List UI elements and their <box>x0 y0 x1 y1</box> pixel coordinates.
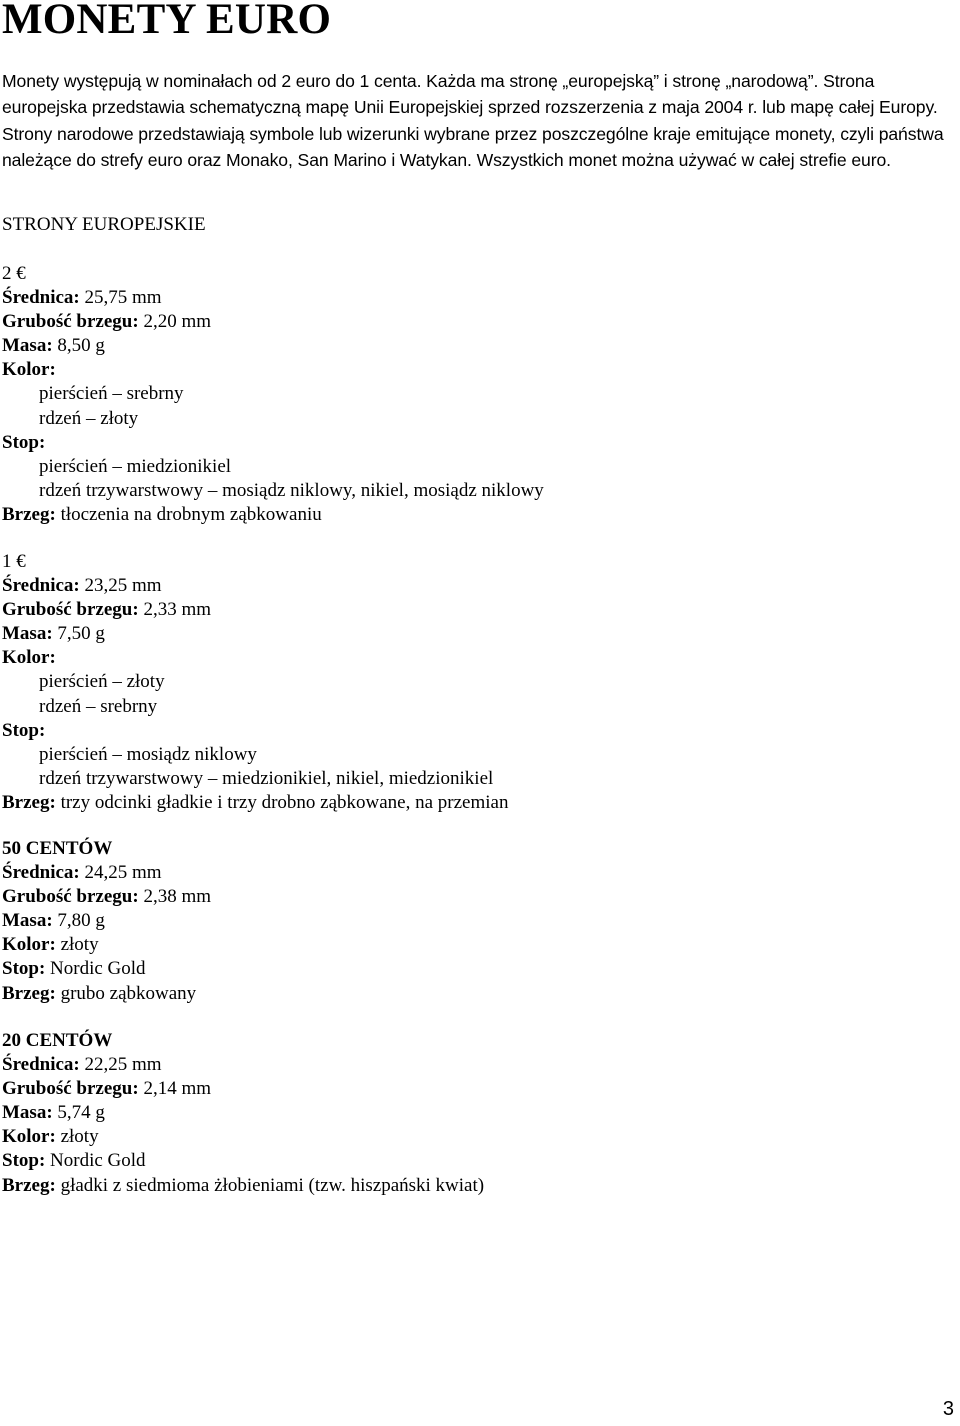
coin-name: 50 CENTÓW <box>2 838 113 859</box>
intro-text: Monety występują w nominałach od 2 euro do 1 centa. Każda ma stronę „europejską” i stronę „narodową”. Strona europejska przedstawia schematyczną mapę Unii Europejskiej sprzed rozszerzenia z maja 2004 r. lub mapę całej Europy. Strony narodowe przedstawiają symbole lub wizerunki wybrane przez poszczególne kraje emitujące monety, czyli państwa należące do strefy euro oraz Monako, San Marino i Watykan. Wszystkich monet można używać w całej strefie euro. <box>2 71 944 171</box>
alloy-value: Nordic Gold <box>50 1150 146 1172</box>
intro-paragraph <box>2 68 958 174</box>
edge-thickness-label: Grubość brzegu: <box>2 599 139 621</box>
color-ring: pierścień – srebrny <box>39 383 184 405</box>
mass-label: Masa: <box>2 910 53 932</box>
color-label: Kolor: <box>2 934 56 956</box>
coin-1-euro <box>2 550 508 815</box>
diameter-row <box>2 574 508 598</box>
diameter-label: Średnica: <box>2 287 80 309</box>
diameter-value: 23,25 mm <box>84 575 162 597</box>
coin-name: 20 CENTÓW <box>2 1030 113 1051</box>
edge-value: grubo ząbkowany <box>60 982 197 1004</box>
alloy-label: Stop: <box>2 719 46 741</box>
alloy-ring: pierścień – mosiądz niklowy <box>39 743 257 765</box>
mass-value: 7,80 g <box>57 910 105 932</box>
alloy-row <box>2 957 211 981</box>
color-ring: pierścień – złoty <box>39 671 165 693</box>
page-number: 3 <box>942 1398 954 1420</box>
edge-thickness-label: Grubość brzegu: <box>2 1078 139 1100</box>
diameter-row <box>2 861 211 885</box>
mass-label: Masa: <box>2 335 53 357</box>
coin-50-cents <box>2 837 211 1006</box>
mass-row <box>2 1101 484 1125</box>
page-title: MONETY EURO <box>2 0 332 43</box>
edge-value: tłoczenia na drobnym ząbkowaniu <box>60 503 322 525</box>
color-label: Kolor: <box>2 647 56 669</box>
color-value: złoty <box>60 934 99 956</box>
edge-thickness-row <box>2 310 544 334</box>
mass-row <box>2 909 211 933</box>
alloy-core: rdzeń trzywarstwowy – mosiądz niklowy, nikiel, mosiądz niklowy <box>39 479 544 501</box>
edge-label: Brzeg: <box>2 503 56 525</box>
mass-value: 8,50 g <box>57 335 105 357</box>
edge-thickness-value: 2,14 mm <box>143 1078 211 1100</box>
mass-value: 5,74 g <box>57 1102 105 1124</box>
coin-20-cents <box>2 1029 484 1198</box>
mass-row <box>2 334 544 358</box>
color-core: rdzeń – srebrny <box>39 695 158 717</box>
mass-value: 7,50 g <box>57 623 105 645</box>
edge-row <box>2 1174 484 1198</box>
diameter-value: 22,25 mm <box>84 1054 162 1076</box>
edge-thickness-row <box>2 885 211 909</box>
edge-row <box>2 982 211 1006</box>
edge-row <box>2 791 508 815</box>
color-row <box>2 1125 484 1149</box>
edge-thickness-row <box>2 598 508 622</box>
mass-label: Masa: <box>2 1102 53 1124</box>
coin-name: 2 € <box>2 263 26 284</box>
diameter-label: Średnica: <box>2 575 80 597</box>
coin-2-euro <box>2 262 544 527</box>
edge-label: Brzeg: <box>2 982 56 1004</box>
edge-row <box>2 503 544 527</box>
mass-label: Masa: <box>2 623 53 645</box>
edge-thickness-value: 2,33 mm <box>143 599 211 621</box>
alloy-ring: pierścień – miedzionikiel <box>39 455 232 477</box>
diameter-value: 24,25 mm <box>84 862 162 884</box>
alloy-label: Stop: <box>2 431 46 453</box>
edge-thickness-value: 2,38 mm <box>143 886 211 908</box>
edge-value: gładki z siedmioma żłobieniami (tzw. hiszpański kwiat) <box>60 1174 485 1196</box>
alloy-label: Stop: <box>2 1150 46 1172</box>
edge-thickness-value: 2,20 mm <box>143 311 211 333</box>
diameter-label: Średnica: <box>2 1054 80 1076</box>
diameter-row <box>2 1053 484 1077</box>
coin-name: 1 € <box>2 551 26 572</box>
edge-thickness-label: Grubość brzegu: <box>2 311 139 333</box>
edge-value: trzy odcinki gładkie i trzy drobno ząbkowane, na przemian <box>60 791 509 813</box>
alloy-core: rdzeń trzywarstwowy – miedzionikiel, nikiel, miedzionikiel <box>39 767 494 789</box>
edge-thickness-row <box>2 1077 484 1101</box>
diameter-row <box>2 286 544 310</box>
diameter-label: Średnica: <box>2 862 80 884</box>
color-row <box>2 933 211 957</box>
color-core: rdzeń – złoty <box>39 407 139 429</box>
section-title: STRONY EUROPEJSKIE <box>2 214 206 235</box>
alloy-label: Stop: <box>2 958 46 980</box>
color-label: Kolor: <box>2 1126 56 1148</box>
edge-thickness-label: Grubość brzegu: <box>2 886 139 908</box>
edge-label: Brzeg: <box>2 791 56 813</box>
alloy-row <box>2 1149 484 1173</box>
alloy-value: Nordic Gold <box>50 958 146 980</box>
color-label: Kolor: <box>2 359 56 381</box>
edge-label: Brzeg: <box>2 1174 56 1196</box>
color-value: złoty <box>60 1126 99 1148</box>
diameter-value: 25,75 mm <box>84 287 162 309</box>
mass-row <box>2 622 508 646</box>
